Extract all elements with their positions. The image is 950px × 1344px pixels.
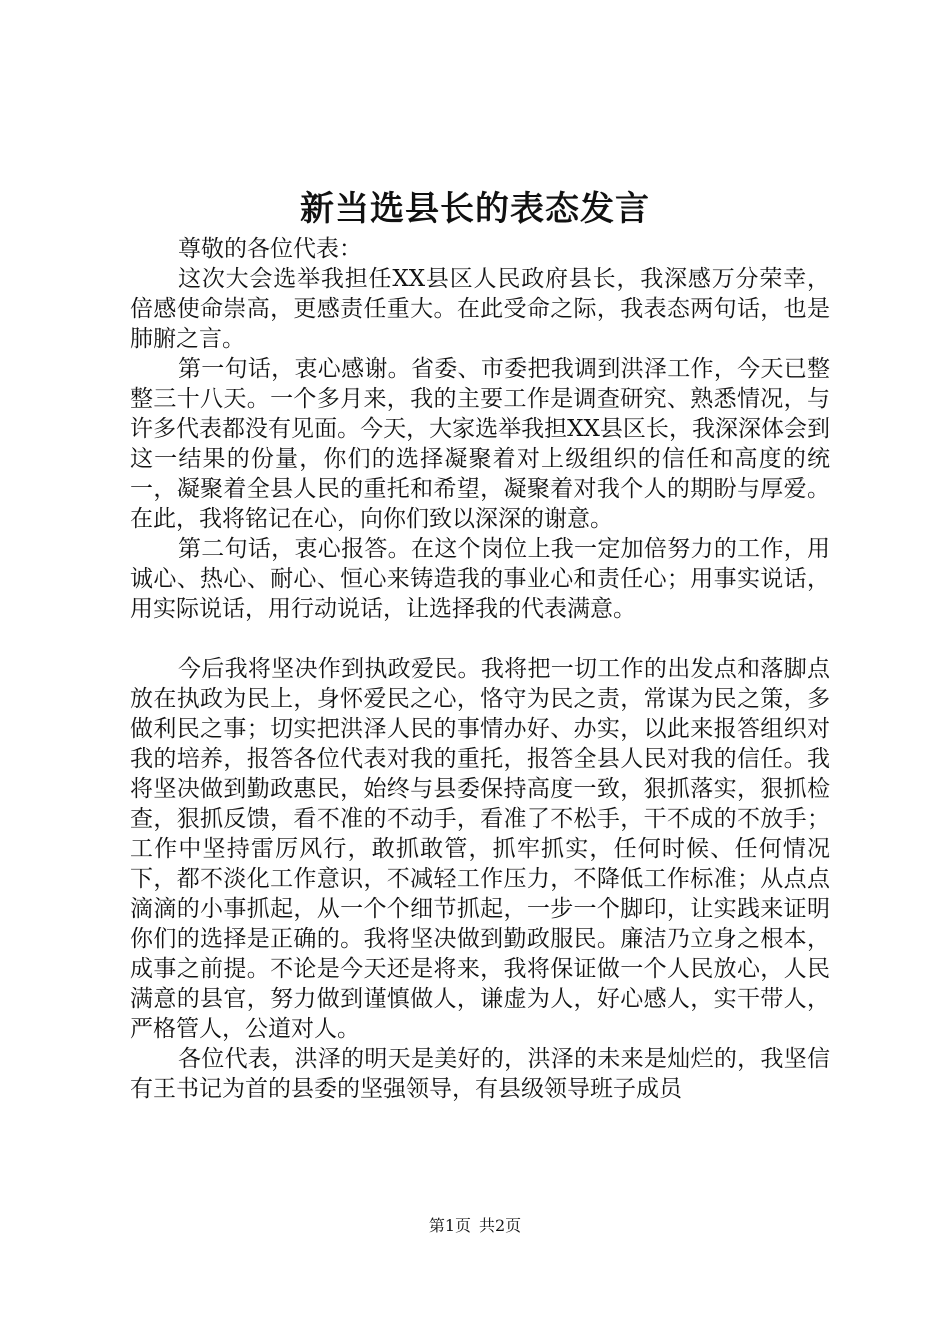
repay-paragraph: 第二句话，衷心报答。在这个岗位上我一定加倍努力的工作，用诚心、热心、耐心、恒心来铸造我的事业心和责任心；用事实说话，用实际说话，用行动说话，让选择我的代表满意。: [130, 536, 830, 622]
page-total: 共2页: [479, 1216, 522, 1235]
thanks-paragraph: 第一句话，衷心感谢。省委、市委把我调到洪泽工作，今天已整整三十八天。一个多月来，我的主要工作是调查研究、熟悉情况，与许多代表都没有见面。今天，大家选举我担XX县区长，我深深体会到这一结果的份量，你们的选择凝聚着对上级组织的信任和高度的统一，凝聚着全县人民的重托和希望，凝聚着对我个人的期盼与厚爱。在此，我将铭记在心，向你们致以深深的谢意。: [130, 356, 830, 532]
intro-paragraph: 这次大会选举我担任XX县区人民政府县长，我深感万分荣幸，倍感使命崇高，更感责任重大。在此受命之际，我表态两句话，也是肺腑之言。: [130, 266, 830, 352]
page-footer: [0, 1214, 950, 1238]
document-body: [130, 234, 830, 1104]
salutation-paragraph: 尊敬的各位代表：: [178, 236, 362, 262]
closing-paragraph: 各位代表，洪泽的明天是美好的，洪泽的未来是灿烂的，我坚信有王书记为首的县委的坚强领导，有县级领导班子成员: [130, 1046, 830, 1102]
page-number: 第1页: [428, 1216, 471, 1235]
document-title: 新当选县长的表态发言: [300, 189, 650, 229]
commitment-paragraph: 今后我将坚决作到执政爱民。我将把一切工作的出发点和落脚点放在执政为民上，身怀爱民之心，恪守为民之责，常谋为民之策，多做利民之事；切实把洪泽人民的事情办好、办实，以此来报答组织对我的培养，报答各位代表对我的重托，报答全县人民对我的信任。我将坚决做到勤政惠民，始终与县委保持高度一致，狠抓落实，狠抓检查，狠抓反馈，看不准的不动手，看准了不松手，干不成的不放手；工作中坚持雷厉风行，敢抓敢管，抓牢抓实，任何时候、任何情况下，都不淡化工作意识，不减轻工作压力，不降低工作标准；从点点滴滴的小事抓起，从一个个细节抓起，一步一个脚印，让实践来证明你们的选择是正确的。我将坚决做到勤政服民。廉洁乃立身之根本，成事之前提。不论是今天还是将来，我将保证做一个人民放心，人民满意的县官，努力做到谨慎做人，谦虚为人，好心感人，实干带人，严格管人，公道对人。: [130, 656, 830, 1042]
